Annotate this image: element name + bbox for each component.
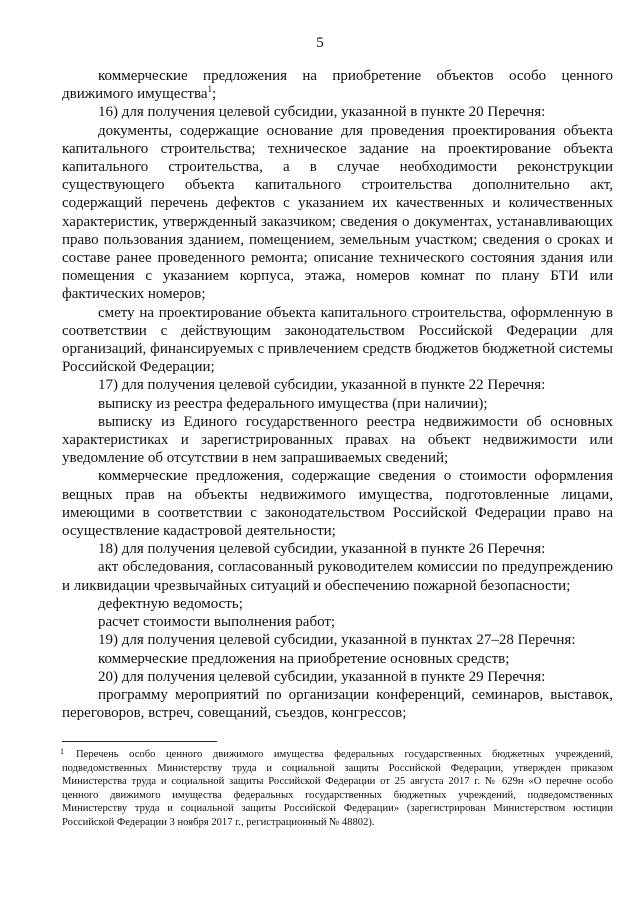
- footnote: [62, 748, 613, 830]
- footnote-separator: [62, 741, 217, 742]
- document-body: [62, 67, 613, 722]
- paragraph: программу мероприятий по организации конференций, семинаров, выставок, переговоров, встреч, совещаний, съездов, конгрессов;: [62, 686, 613, 722]
- paragraph: расчет стоимости выполнения работ;: [98, 614, 336, 631]
- paragraph: 17) для получения целевой субсидии, указанной в пункте 22 Перечня:: [98, 377, 546, 394]
- paragraph: 18) для получения целевой субсидии, указанной в пункте 26 Перечня:: [98, 541, 546, 558]
- paragraph: 16) для получения целевой субсидии, указанной в пункте 20 Перечня:: [98, 104, 546, 121]
- paragraph: смету на проектирование объекта капитального строительства, оформленную в соответствии с действующим законодательством Российской Федерации для организаций, финансируемых с привлечением средств бюджетов бюджетной системы Российской Федерации;: [62, 304, 613, 376]
- footnote-reference: 1: [207, 84, 213, 95]
- page-number: 5: [316, 35, 324, 51]
- paragraph: коммерческие предложения, содержащие сведения о стоимости оформления вещных прав на объекты недвижимого имущества, подготовленные лицами, имеющими в соответствии с законодательством Российской Федерации право на осуществление кадастровой деятельности;: [62, 468, 613, 540]
- paragraph: выписку из Единого государственного реестра недвижимости об основных характеристиках и зарегистрированных правах на объект недвижимости или уведомление об отсутствии в нем запрашиваемых сведений;: [62, 413, 613, 467]
- paragraph: акт обследования, согласованный руководителем комиссии по предупреждению и ликвидации чрезвычайных ситуаций и обеспечению пожарной безопасности;: [62, 559, 613, 594]
- paragraph: коммерческие предложения на приобретение объектов особо ценного движимого имущества$^1$;: [62, 68, 613, 103]
- footnote-text: Перечень особо ценного движимого имущества федеральных государственных бюджетных учреждений, подведомственных Министерству труда и социальной защиты Российской Федерации, утвержден приказом Министерства труда и социальной защиты Российской Федерации от 25 августа 2017 г. № 629н «О перечне особо ценного движимого имущества федеральных государственных бюджетных учреждений, подведомственных Министерству труда и социальной защиты Российской Федерации» (зарегистрирован Министерством юстиции Российской Федерации 3 ноября 2017 г., регистрационный № 48802).: [62, 749, 613, 828]
- footnote-mark: 1: [60, 747, 64, 756]
- paragraph: дефектную ведомость;: [98, 595, 243, 612]
- paragraph: коммерческие предложения на приобретение основных средств;: [98, 650, 510, 667]
- paragraph: документы, содержащие основание для проведения проектирования объекта капитального строительства; техническое задание на проектирование объекта капитального строительства, а в случае необходимости реконструкции существующего объекта капитального строительства дополнительно акт, содержащий перечень дефектов с указанием их качественных и количественных характеристик, утвержденный заказчиком; сведения о документах, устанавливающих право пользования зданием, помещением, земельным участком; сведения о сроках и составе ранее проведенного ремонта; описание технического состояния здания или помещения с указанием корпуса, этажа, номеров комнат по плану БТИ или фактических номеров;: [62, 122, 613, 303]
- paragraph: 20) для получения целевой субсидии, указанной в пункте 29 Перечня:: [98, 668, 546, 685]
- paragraph: выписку из реестра федерального имущества (при наличии);: [98, 395, 488, 412]
- paragraph: 19) для получения целевой субсидии, указанной в пунктах 27–28 Перечня:: [98, 632, 576, 649]
